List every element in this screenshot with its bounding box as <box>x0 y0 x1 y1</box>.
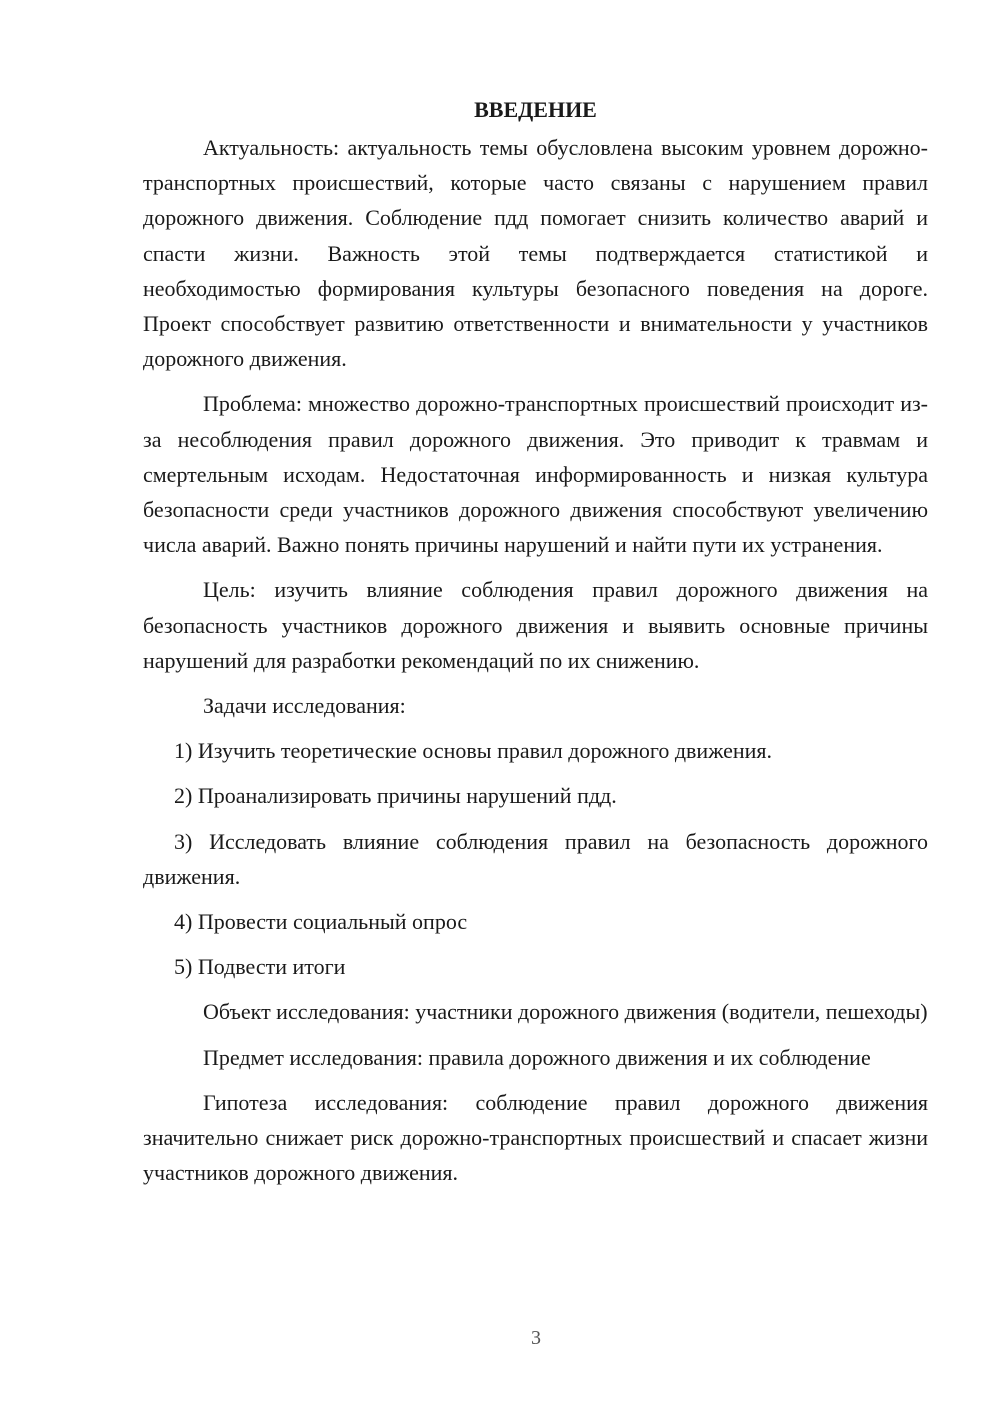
page-title: ВВЕДЕНИЕ <box>474 97 597 122</box>
paragraph-hypothesis: Гипотеза исследования: соблюдение правил дорожного движения значительно снижает риск дорожно-транспортных происшествий и спасает жизни участников дорожного движения. <box>143 1089 928 1186</box>
paragraph-goal: Цель: изучить влияние соблюдения правил дорожного движения на безопасность участников дорожного движения и выявить основные причины нарушений для разработки рекомендаций по их снижению. <box>143 577 928 673</box>
list-item: 2) Проанализировать причины нарушений пдд. <box>174 783 617 809</box>
page-number: 3 <box>531 1327 541 1349</box>
paragraph-relevance: Актуальность: актуальность темы обусловлена высоким уровнем дорожно-транспортных происшествий, которые часто связаны с нарушением правил дорожного движения. Соблюдение пдд помогает снизить количество аварий и спасти жизни. Важность этой темы подтверждается статистикой и необходимостью формирования культуры безопасного поведения на дороге. Проект способствует развитию ответственности и внимательности у участников дорожного движения. <box>143 135 928 372</box>
paragraph-tasks-heading: Задачи исследования: <box>203 693 406 719</box>
list-item: 3) Исследовать влияние соблюдения правил на безопасность дорожного движения. <box>143 828 928 889</box>
list-item: 1) Изучить теоретические основы правил дорожного движения. <box>174 738 773 764</box>
paragraph-subject: Предмет исследования: правила дорожного движения и их соблюдение <box>203 1044 871 1070</box>
document-page <box>143 92 928 1190</box>
list-item: 5) Подвести итоги <box>174 954 346 980</box>
paragraph-problem: Проблема: множество дорожно-транспортных происшествий происходит из-за несоблюдения правил дорожного движения. Это приводит к травмам и смертельным исходам. Недостаточная информированность и низкая культура безопасности среди участников дорожного движения способствуют увеличению числа аварий. Важно понять причины нарушений и найти пути их устранения. <box>143 391 928 558</box>
paragraph-object: Объект исследования: участники дорожного движения (водители, пешеходы) <box>203 999 928 1025</box>
list-item: 4) Провести социальный опрос <box>174 909 468 935</box>
